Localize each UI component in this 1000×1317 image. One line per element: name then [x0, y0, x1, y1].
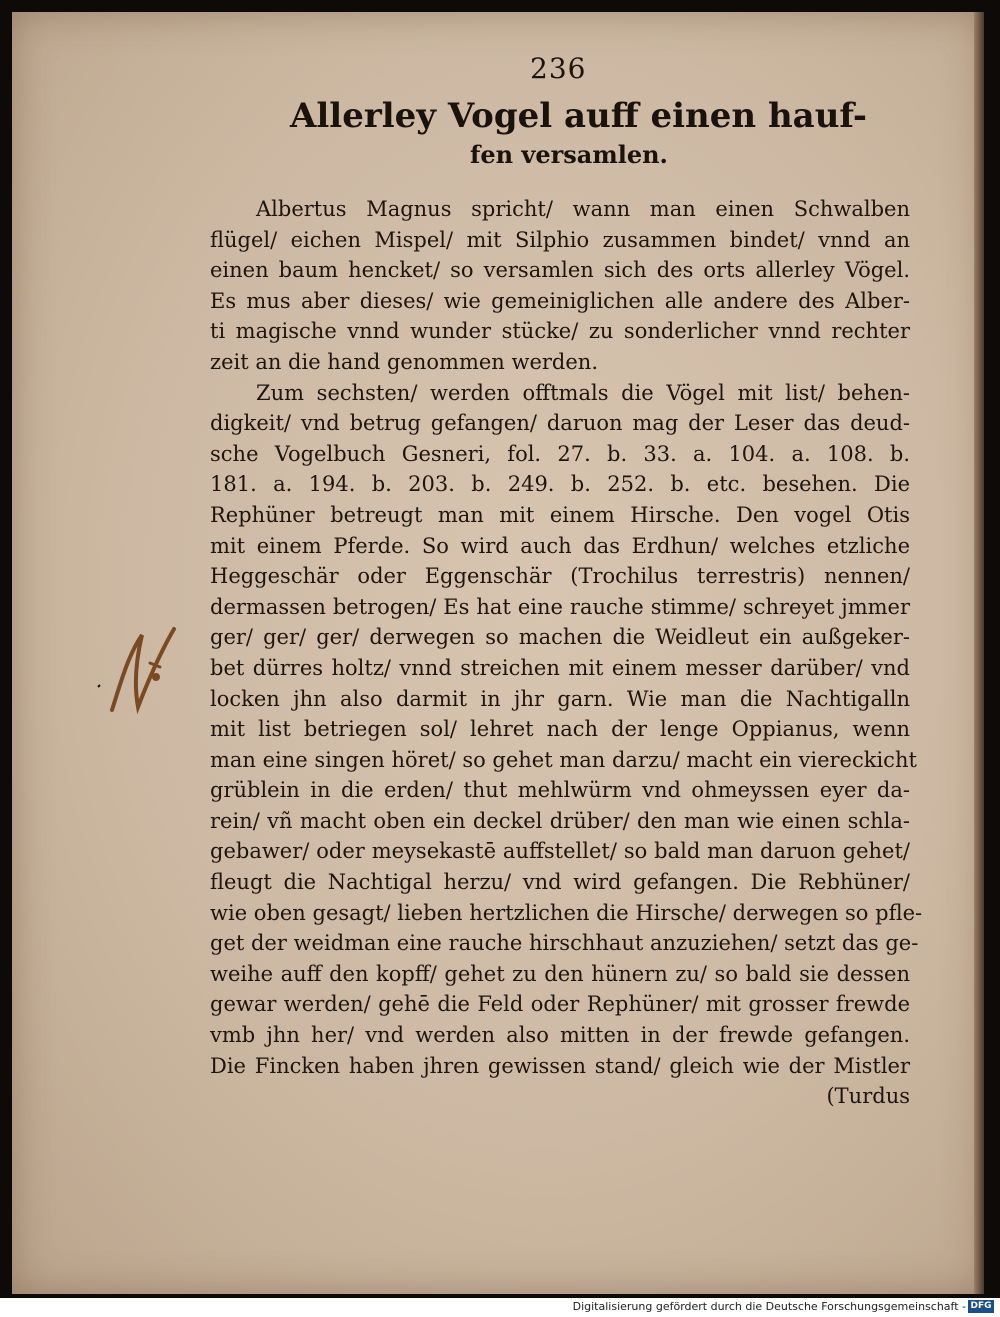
text-line: locken jhn also darmit in jhr garn. Wie man die Nachtigalln [210, 686, 910, 711]
catchword: (Turdus [826, 1084, 910, 1109]
text-line: grüblein in die erden/ thut mehlwürm vnd ohmeyssen eyer da- [210, 778, 910, 803]
dfg-logo: DFG [968, 1300, 994, 1313]
text-line: rein/ vñ macht oben ein deckel drüber/ den man wie einen schla- [210, 808, 910, 833]
text-line: Heggeschär oder Eggenschär (Trochilus terrestris) nennen/ [210, 564, 910, 589]
text-line: Es mus aber dieses/ wie gemeiniglichen alle andere des Alber- [210, 288, 910, 313]
text-line: wie oben gesagt/ lieben hertzlichen die Hirsche/ derwegen so pfle- [210, 900, 923, 925]
text-line: gewar werden/ gehē die Feld oder Rephüner/ mit grosser frewde [210, 992, 910, 1017]
text-line: mit list betriegen sol/ lehret nach der lenge Oppianus, wenn [210, 717, 910, 742]
text-line: dermassen betrogen/ Es hat eine rauche stimme/ schreyet jmmer [210, 594, 910, 619]
text-line: gebawer/ oder meysekastē auffstellet/ so bald man daruon gehet/ [210, 839, 910, 864]
text-line: flügel/ eichen Mispel/ mit Silphio zusammen bindet/ vnnd an [210, 227, 910, 252]
page-edge [974, 12, 984, 1294]
chapter-heading-line-1: Allerley Vogel auff einen hauf- [290, 96, 867, 136]
text-line: weihe auff den kopff/ gehet zu den hünern zu/ so bald sie dessen [210, 961, 910, 986]
text-line: digkeit/ vnd betrug gefangen/ daruon mag der Leser das deud- [210, 411, 910, 436]
text-line: ti magische vnnd wunder stücke/ zu sonderlicher vnnd rechter [210, 319, 910, 344]
text-line: Zum sechsten/ werden offtmals die Vögel mit list/ behen- [256, 380, 910, 405]
text-line: Rephüner betreugt man mit einem Hirsche. Den vogel Otis [210, 502, 910, 527]
body-text [210, 194, 923, 1112]
text-line: sche Vogelbuch Gesneri, fol. 27. b. 33. a. 104. a. 108. b. [210, 441, 910, 466]
chapter-heading-line-2: fen versamlen. [470, 140, 668, 169]
text-line: mit einem Pferde. So wird auch das Erdhun/ welches etzliche [210, 533, 910, 558]
text-line: vmb jhn her/ vnd werden also mitten in der frewde gefangen. [210, 1023, 910, 1048]
text-line: get der weidman eine rauche hirschhaut anzuziehen/ setzt das ge- [210, 931, 919, 956]
handwritten-margin-mark [90, 615, 190, 725]
text-line: fleugt die Nachtigal herzu/ vnd wird gefangen. Die Rebhüner/ [210, 870, 910, 895]
text-line: zeit an die hand genommen werden. [210, 349, 598, 374]
digitization-credit: Digitalisierung gefördert durch die Deutsche Forschungsgemeinschaft - [572, 1300, 966, 1313]
text-line: Die Fincken haben jhren gewissen stand/ gleich wie der Mistler [210, 1053, 910, 1078]
text-line: einen baum hencket/ so versamlen sich des orts allerley Vögel. [210, 258, 910, 283]
text-line: 181. a. 194. b. 203. b. 249. b. 252. b. etc. besehen. Die [210, 472, 910, 497]
page-number: 236 [530, 52, 587, 85]
text-line: Albertus Magnus spricht/ wann man einen Schwalben [256, 197, 910, 221]
text-line: ger/ ger/ ger/ derwegen so machen die Weidleut ein außgeker- [210, 625, 910, 650]
text-line: bet dürres holtz/ vnnd streichen mit einem messer darüber/ vnd [210, 655, 910, 680]
text-line: man eine singen höret/ so gehet man darzu/ macht ein viereckicht [210, 747, 917, 772]
